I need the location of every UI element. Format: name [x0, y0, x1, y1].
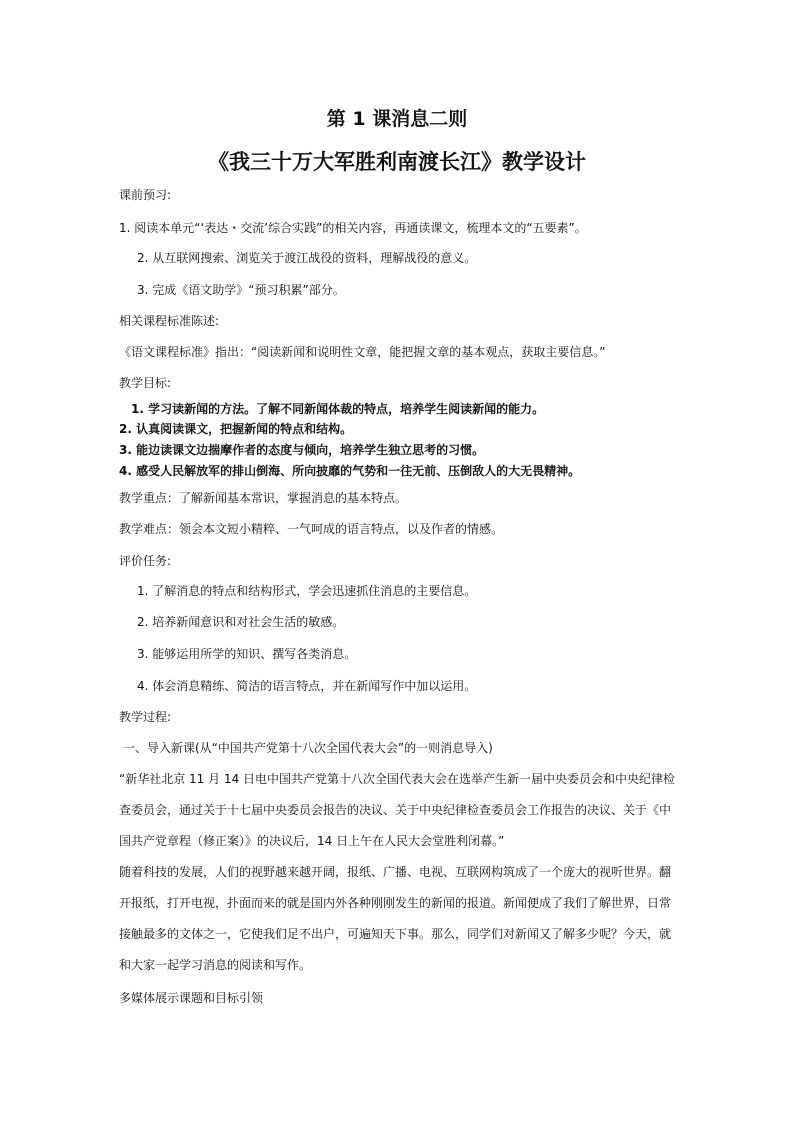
preview-heading: 课前预习: — [119, 188, 172, 202]
goal-item: 4. 感受人民解放军的排山倒海、所向披靡的气势和一往无前、压倒敌人的大无畏精神。 — [119, 464, 581, 478]
lesson-title: 第 1 课消息二则 — [326, 108, 468, 130]
quote-line: “新华社北京 11 月 14 日电中国共产党第十八次全国代表大会在选举产生新一届中央委员会和中央纪律检 — [119, 772, 676, 786]
evaluation-item: 4. 体会消息精练、简洁的语言特点，并在新闻写作中加以运用。 — [137, 679, 477, 693]
media-note: 多媒体展示课题和目标引领 — [119, 991, 264, 1005]
section-heading: 一、导入新课(从“中国共产党第十八次全国代表大会”的一则消息导入) — [123, 741, 493, 755]
process-heading: 教学过程: — [119, 710, 172, 724]
standard-text: 《语文课程标准》指出：“阅读新闻和说明性文章，能把握文章的基本观点，获取主要信息。” — [119, 345, 606, 359]
goal-item: 2. 认真阅读课文，把握新闻的特点和结构。 — [119, 422, 353, 436]
quote-line: 查委员会，通过关于十七届中央委员会报告的决议、关于中央纪律检查委员会工作报告的决议、关于《中 — [119, 803, 672, 817]
preview-item: 3. 完成《语文助学》“预习积累”部分。 — [137, 283, 345, 297]
evaluation-heading: 评价任务: — [119, 554, 172, 568]
evaluation-item: 3. 能够运用所学的知识、撰写各类消息。 — [137, 647, 357, 661]
goal-item: 1. 学习读新闻的方法。了解不同新闻体裁的特点，培养学生阅读新闻的能力。 — [131, 402, 545, 416]
evaluation-item: 1. 了解消息的特点和结构形式，学会迅速抓住消息的主要信息。 — [137, 584, 477, 598]
paragraph-line: 接触最多的文体之一，它使我们足不出户，可遍知天下事。那么，同学们对新闻又了解多少呢？今天，就 — [119, 927, 672, 941]
paragraph-line: 和大家一起学习消息的阅读和写作。 — [119, 958, 312, 972]
document-title: 《我三十万大军胜利南渡长江》教学设计 — [208, 150, 586, 174]
paragraph-line: 随着科技的发展，人们的视野越来越开阔，报纸、广播、电视、互联网构筑成了一个庞大的视听世界。翻 — [119, 865, 672, 879]
evaluation-item: 2. 培养新闻意识和对社会生活的敏感。 — [137, 615, 345, 629]
goal-item: 3. 能边读课文边揣摩作者的态度与倾向，培养学生独立思考的习惯。 — [119, 443, 485, 457]
preview-item: 2. 从互联网搜索、浏览关于渡江战役的资料，理解战役的意义。 — [137, 251, 477, 265]
key-point: 教学重点：了解新闻基本常识，掌握消息的基本特点。 — [119, 491, 408, 505]
difficulty: 教学难点：领会本文短小精粹、一气呵成的语言特点，以及作者的情感。 — [119, 522, 504, 536]
standard-heading: 相关课程标准陈述: — [119, 314, 220, 328]
preview-item: 1. 阅读本单元“‘表达・交流’综合实践”的相关内容，再通读课文，梳理本文的“五要素”。 — [119, 221, 587, 235]
paragraph-line: 开报纸，打开电视，扑面而来的就是国内外各种刚刚发生的新闻的报道。新闻便成了我们了解世界，日常 — [119, 896, 672, 910]
quote-line: 国共产党章程（修正案）》的决议后，14 日上午在人民大会堂胜利闭幕。” — [119, 834, 505, 848]
goals-heading: 教学目标: — [119, 376, 172, 390]
